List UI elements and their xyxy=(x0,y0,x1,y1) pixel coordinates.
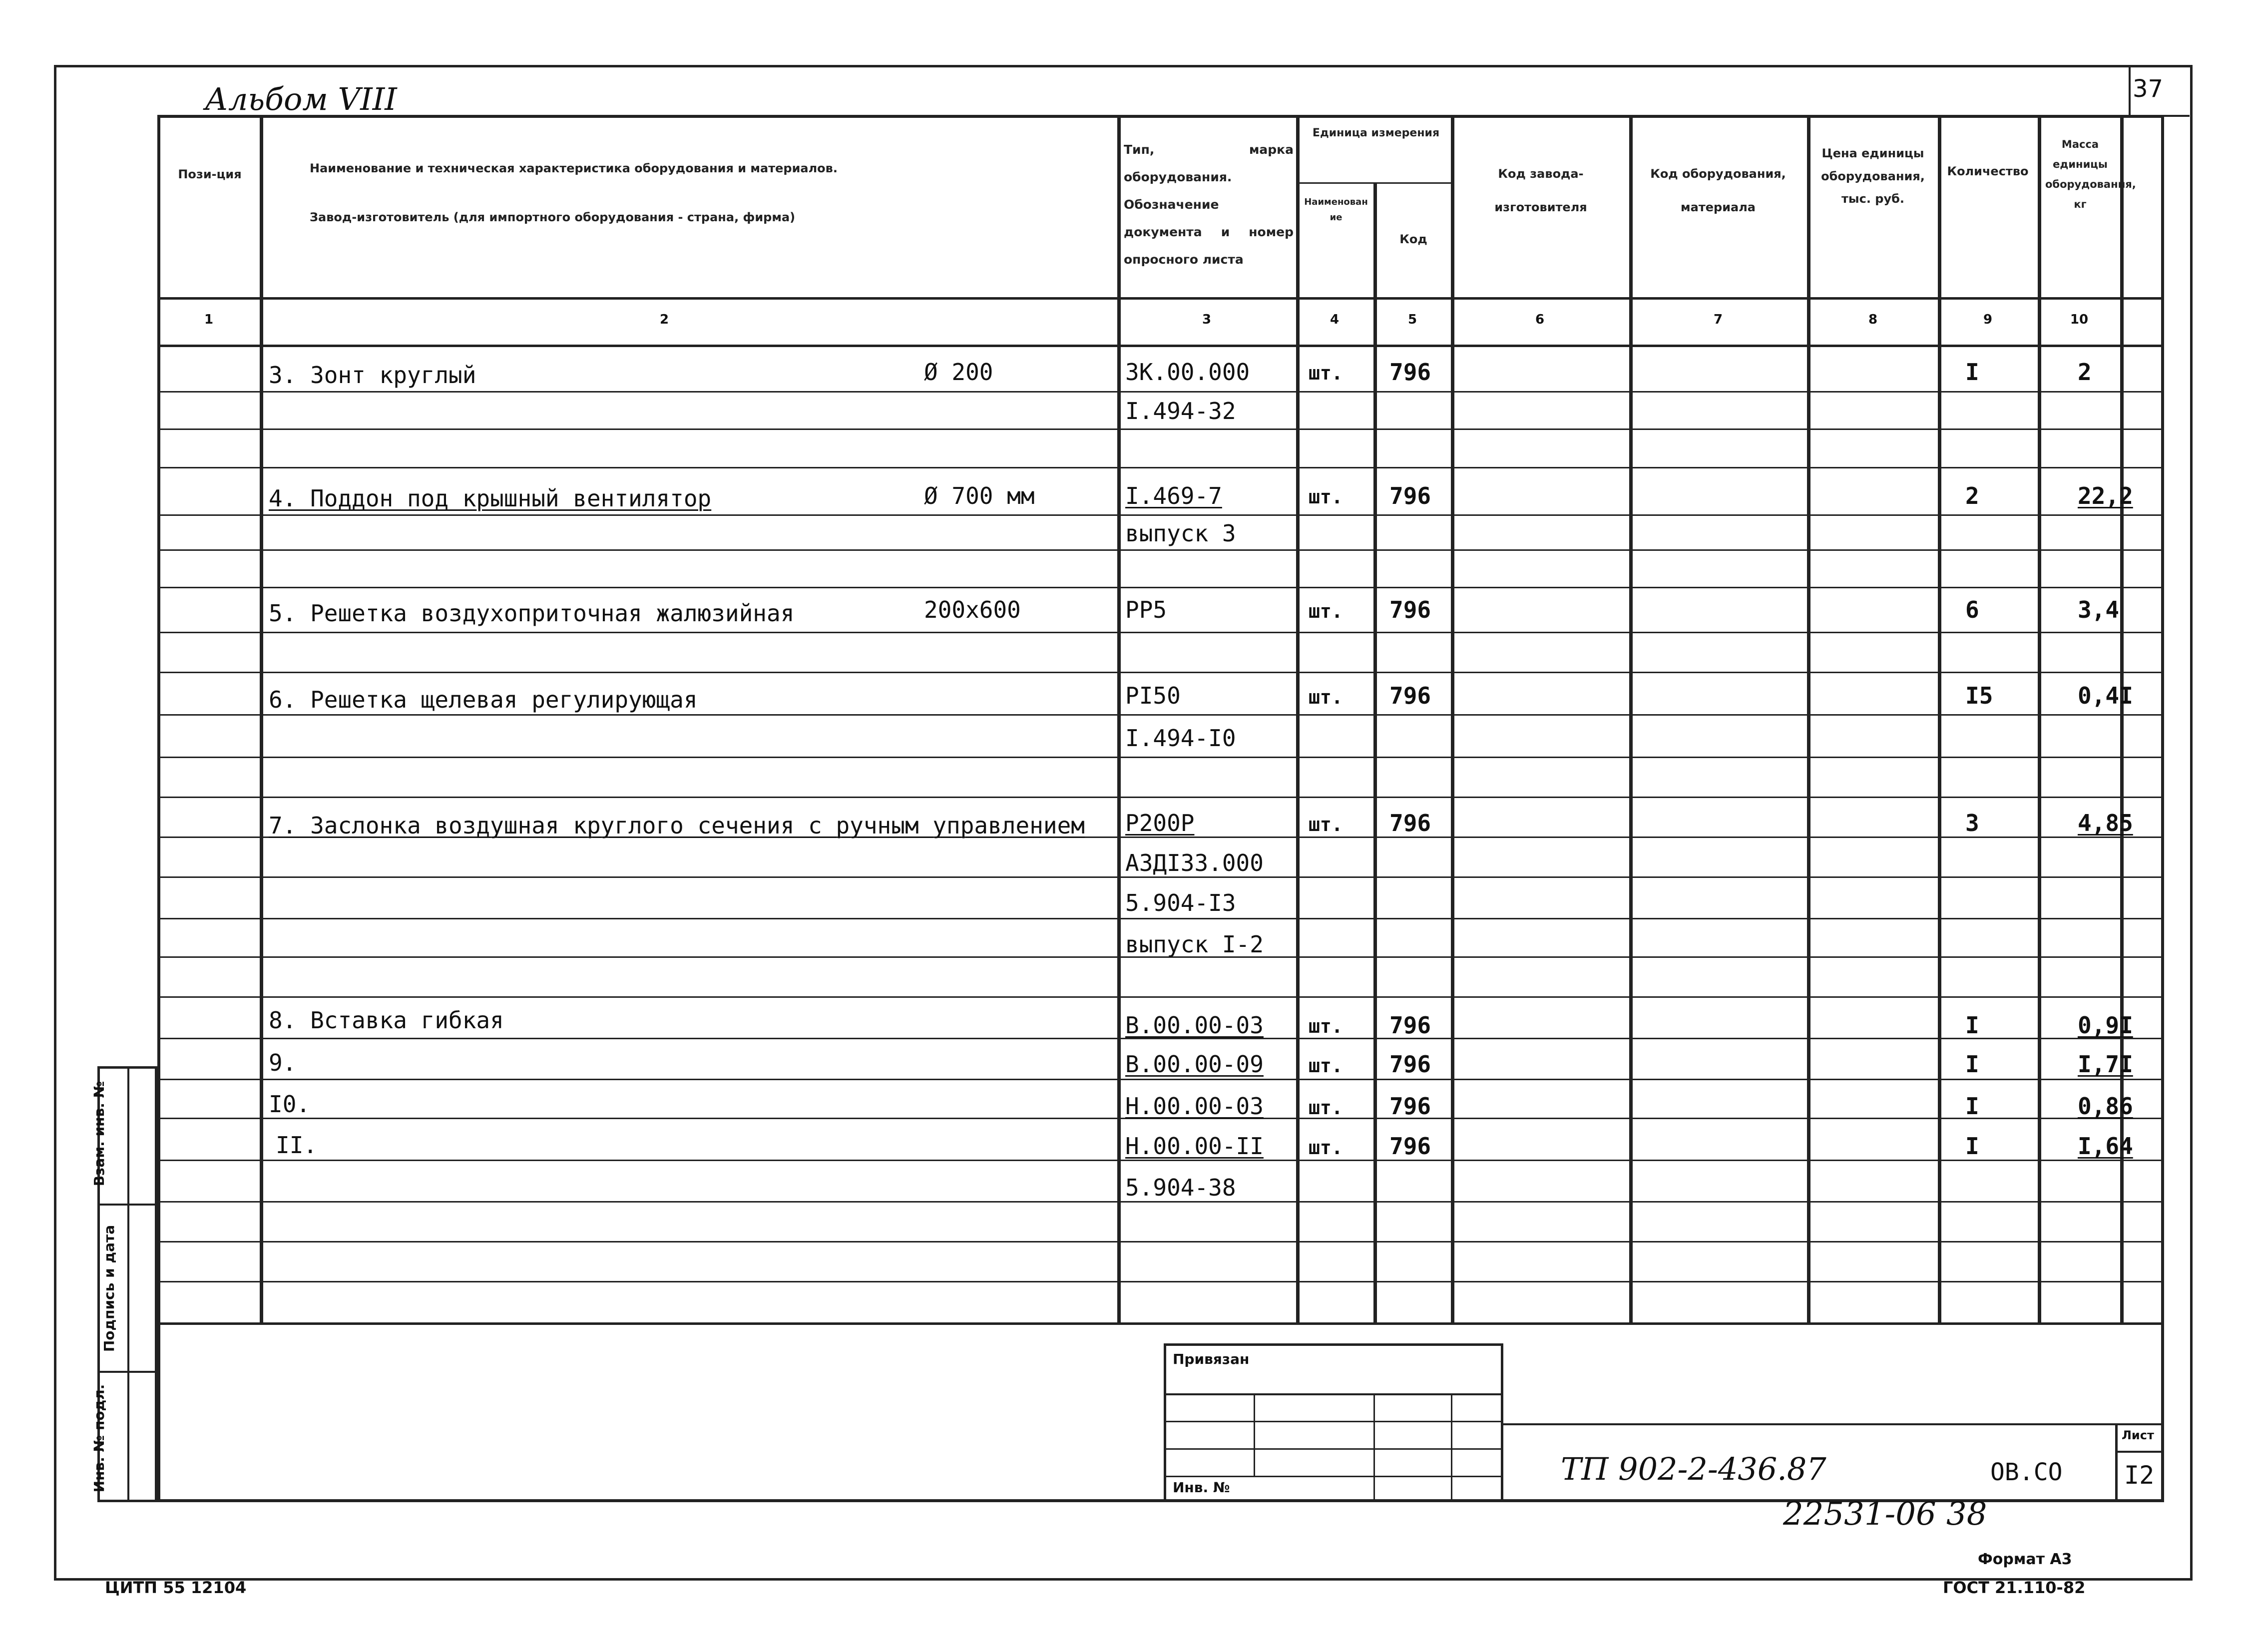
item-type: I.494-I0 xyxy=(1125,725,1236,752)
header-quantity: Количество xyxy=(1947,164,2029,178)
header-bottom-line xyxy=(157,297,2164,300)
item-name: 9. xyxy=(269,1049,297,1076)
row-line xyxy=(157,714,2164,716)
header-mass: Масса единицы оборудования, кг xyxy=(2045,138,2136,210)
header-unit-name: Наименование xyxy=(1304,197,1368,223)
row-line xyxy=(157,1079,2164,1080)
side-stamp-row xyxy=(97,1371,157,1373)
col-line-5 xyxy=(1451,115,1454,1323)
side-stamp-inventory: Инв. № подл. xyxy=(91,1384,107,1493)
item-unit: шт. xyxy=(1309,1097,1343,1119)
column-number-8: 8 xyxy=(1868,312,1878,327)
col-line-8 xyxy=(1938,115,1941,1323)
col-line-7 xyxy=(1807,115,1810,1323)
list-label: Лист xyxy=(2122,1428,2154,1442)
column-number-10: 10 xyxy=(2070,312,2089,327)
item-name: II. xyxy=(276,1132,318,1159)
col-line-4 xyxy=(1373,182,1377,1323)
item-name: 6. Решетка щелевая регулирующая xyxy=(269,686,698,713)
item-mass: I,7I xyxy=(2078,1051,2133,1078)
item-mass: 0,86 xyxy=(2078,1093,2133,1120)
item-spec: Ø 200 xyxy=(924,359,993,386)
col-line-2 xyxy=(1117,115,1121,1323)
item-unit-code: 796 xyxy=(1389,359,1431,386)
item-spec: Ø 700 мм xyxy=(924,482,1035,509)
item-mass: 4,85 xyxy=(2078,810,2133,836)
item-type: АЗДI33.000 xyxy=(1125,849,1264,876)
header-name-line2: Завод-изготовитель (для импортного оборудования - страна, фирма) xyxy=(310,210,796,224)
item-type: B.00.00-09 xyxy=(1125,1051,1264,1078)
item-name: 3. Зонт круглый xyxy=(269,362,476,389)
item-name: 8. Вставка гибкая xyxy=(269,1007,504,1034)
row-line xyxy=(157,1201,2164,1203)
item-type: PP5 xyxy=(1125,596,1167,623)
item-type: H.00.00-II xyxy=(1125,1133,1264,1160)
row-line xyxy=(157,514,2164,516)
item-quantity: I xyxy=(1965,1133,1979,1160)
row-line xyxy=(157,549,2164,551)
gost-label: ГОСТ 21.110-82 xyxy=(1943,1578,2086,1597)
binding-block-row xyxy=(1164,1393,1503,1395)
album-label: Альбом VIII xyxy=(205,81,397,117)
item-mass: 0,9I xyxy=(2078,1012,2133,1039)
row-line xyxy=(157,1281,2164,1282)
row-line xyxy=(157,918,2164,919)
item-mass: 2 xyxy=(2078,359,2092,386)
item-mass: 3,4 xyxy=(2078,596,2120,623)
item-name: 5. Решетка воздухоприточная жалюзийная xyxy=(269,600,795,627)
col-line-6 xyxy=(1629,115,1633,1323)
inventory-label: Инв. № xyxy=(1173,1479,1230,1496)
cipp-label: ЦИТП 55 12104 xyxy=(105,1578,247,1597)
item-quantity: I xyxy=(1965,1012,1979,1039)
item-quantity: I xyxy=(1965,359,1979,386)
list-number: I2 xyxy=(2124,1461,2155,1490)
column-number-1: 1 xyxy=(204,312,214,327)
item-unit-code: 796 xyxy=(1389,1093,1431,1120)
item-type: выпуск I-2 xyxy=(1125,931,1264,958)
binding-block-col xyxy=(1451,1393,1452,1502)
side-stamp-signature: Подпись и дата xyxy=(101,1225,117,1352)
row-line xyxy=(157,1241,2164,1242)
column-number-4: 4 xyxy=(1330,312,1340,327)
item-type: 5.904-I3 xyxy=(1125,889,1236,916)
side-stamp-divider xyxy=(127,1066,129,1502)
item-quantity: I xyxy=(1965,1051,1979,1078)
binding-block-row xyxy=(1164,1476,1503,1477)
row-line xyxy=(157,391,2164,393)
column-number-7: 7 xyxy=(1713,312,1723,327)
side-stamp-replacement: Взам. инв. № xyxy=(91,1081,107,1187)
corner-number: 37 xyxy=(2133,75,2164,103)
document-code: ТП 902-2-436.87 xyxy=(1561,1451,1826,1487)
header-price: Цена единицы оборудования, тыс. руб. xyxy=(1821,146,1925,206)
item-unit: шт. xyxy=(1309,362,1343,384)
binding-block-row xyxy=(1164,1448,1503,1450)
item-mass: 0,4I xyxy=(2078,682,2133,709)
item-unit-code: 796 xyxy=(1389,1051,1431,1078)
item-unit-code: 796 xyxy=(1389,810,1431,836)
item-type: PI50 xyxy=(1125,682,1181,709)
item-name: I0. xyxy=(269,1091,311,1118)
header-type: Тип, марка оборудования. Обозначение документа и номер опросного листа xyxy=(1124,142,1294,267)
item-name: 7. Заслонка воздушная круглого сечения с ручным управлением xyxy=(269,812,1085,839)
binding-block-col xyxy=(1373,1393,1375,1502)
column-number-9: 9 xyxy=(1983,312,1993,327)
item-quantity: I5 xyxy=(1965,682,1993,709)
item-unit-code: 796 xyxy=(1389,1133,1431,1160)
row-line xyxy=(157,632,2164,633)
item-mass: 22,2 xyxy=(2078,482,2133,509)
header-equipment-code: Код оборудования, материала xyxy=(1650,167,1786,215)
item-quantity: I xyxy=(1965,1093,1979,1120)
item-quantity: 2 xyxy=(1965,482,1979,509)
item-unit: шт. xyxy=(1309,486,1343,508)
item-type: P200P xyxy=(1125,810,1195,836)
handwritten-number: 22531-06 38 xyxy=(1783,1496,1987,1533)
col-line-1 xyxy=(260,115,263,1323)
item-type: 5.904-38 xyxy=(1125,1174,1236,1201)
item-type: выпуск 3 xyxy=(1125,520,1236,547)
item-type: ЗК.00.000 xyxy=(1125,359,1250,386)
binding-block-col xyxy=(1254,1393,1255,1476)
item-type: I.494-32 xyxy=(1125,398,1236,424)
row-line xyxy=(157,797,2164,798)
table-body-bottom xyxy=(157,1322,2164,1325)
item-unit: шт. xyxy=(1309,686,1343,708)
title-strip-top xyxy=(1503,1423,2164,1425)
row-line xyxy=(157,996,2164,998)
header-factory-code: Код завода-изготовителя xyxy=(1494,167,1587,215)
item-mass: I,64 xyxy=(2078,1133,2133,1160)
row-line xyxy=(157,672,2164,673)
item-type: H.00.00-03 xyxy=(1125,1093,1264,1120)
header-name-line1: Наименование и техническая характеристика оборудования и материалов. xyxy=(310,161,838,175)
header-unit-code: Код xyxy=(1399,232,1427,246)
column-number-5: 5 xyxy=(1407,312,1417,327)
column-numbers-bottom-line xyxy=(157,345,2164,347)
binding-block-row xyxy=(1164,1421,1503,1422)
item-unit-code: 796 xyxy=(1389,682,1431,709)
item-unit-code: 796 xyxy=(1389,1012,1431,1039)
item-unit: шт. xyxy=(1309,1055,1343,1077)
item-type: I.469-7 xyxy=(1125,482,1222,509)
column-number-2: 2 xyxy=(659,312,669,327)
item-quantity: 3 xyxy=(1965,810,1979,836)
item-unit-code: 796 xyxy=(1389,482,1431,509)
item-unit: шт. xyxy=(1309,1015,1343,1037)
col-line-9 xyxy=(2038,115,2041,1323)
binding-label: Привязан xyxy=(1173,1351,1250,1367)
row-line xyxy=(157,757,2164,758)
row-line xyxy=(157,428,2164,430)
header-unit: Единица измерения xyxy=(1312,127,1440,139)
document-mark: ОВ.СО xyxy=(1990,1458,2063,1486)
item-unit-code: 796 xyxy=(1389,596,1431,623)
item-name: 4. Поддон под крышный вентилятор xyxy=(269,485,712,512)
item-type: B.00.00-03 xyxy=(1125,1012,1264,1039)
row-line xyxy=(157,587,2164,588)
item-unit: шт. xyxy=(1309,814,1343,835)
list-box-split xyxy=(2115,1451,2164,1453)
format-label: Формат А3 xyxy=(1978,1551,2072,1568)
item-unit: шт. xyxy=(1309,600,1343,622)
header-position: Пози-ция xyxy=(178,167,242,181)
column-number-3: 3 xyxy=(1202,312,1212,327)
column-number-6: 6 xyxy=(1535,312,1545,327)
row-line xyxy=(157,876,2164,878)
row-line xyxy=(157,1160,2164,1161)
item-unit: шт. xyxy=(1309,1137,1343,1159)
col-line-3 xyxy=(1296,115,1300,1323)
row-line xyxy=(157,467,2164,468)
side-stamp-row xyxy=(97,1204,157,1206)
item-spec: 200x600 xyxy=(924,596,1021,623)
item-quantity: 6 xyxy=(1965,596,1979,623)
